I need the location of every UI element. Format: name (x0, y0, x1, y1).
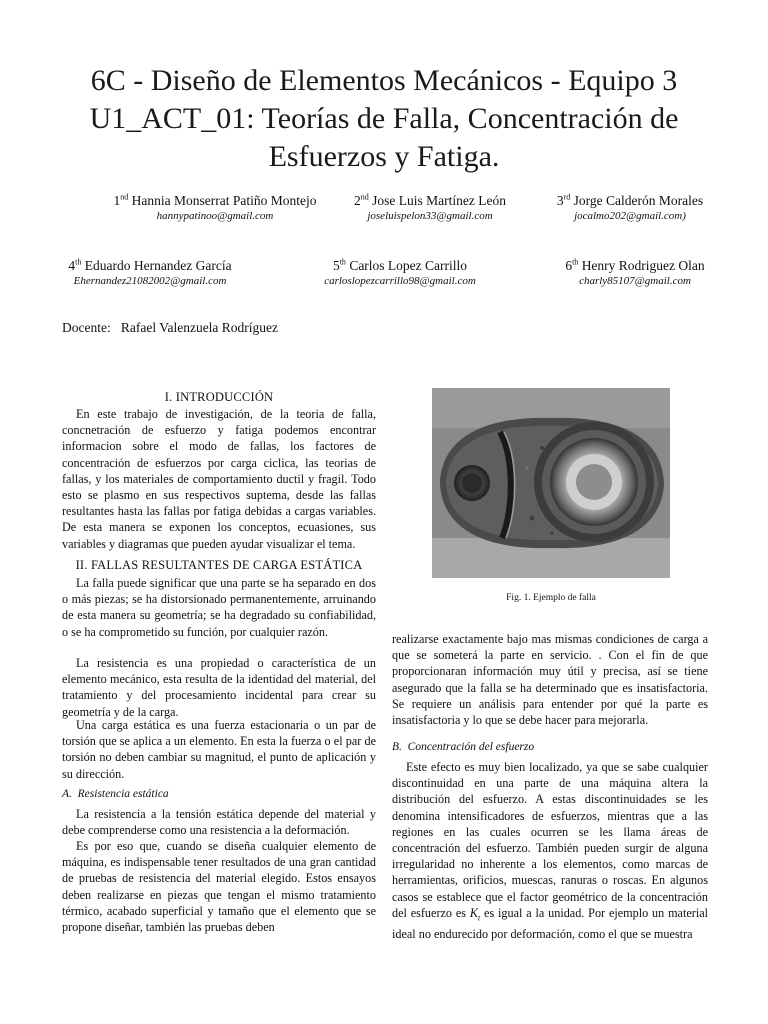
author-5 (300, 257, 500, 289)
author-ordinal: 4 (68, 258, 76, 273)
failure-photo-illustration (432, 388, 670, 578)
subsectionB-text-b: es igual a la unidad. Por ejemplo un material ideal no endurecido por deformación, como el que se muestra (392, 905, 708, 942)
section2-paragraph-3 (62, 717, 376, 782)
author-name: Jose Luis Martínez León (372, 193, 506, 208)
author-email: jocalmo202@gmail.com) (574, 210, 686, 222)
author-email: Ehernandez21082002@gmail.com (73, 275, 227, 287)
author-ordinal: 6 (565, 258, 573, 273)
paper-title-line-1: 6C - Diseño de Elementos Mecánicos - Equipo 3 (90, 64, 678, 97)
author-email: joseluispelon33@gmail.com (367, 210, 493, 222)
author-name: Carlos Lopez Carrillo (349, 258, 468, 273)
author-ordinal-suffix: th (339, 257, 346, 267)
author-name: Jorge Calderón Morales (573, 193, 704, 208)
figure-caption: Fig. 1. Ejemplo de falla (506, 593, 596, 603)
subsectionB-paragraph-1 (392, 759, 708, 943)
intro-text: En este trabajo de investigación, de la teoria de falla, concnetración de esfuerzo y fatiga podemos encontrar informacion sobre el modo de fallas, los factores de concentración de esfuerzos por carga ciclica, las teorias de fallas, y los materiales de comportamiento ductil y fragil. Todo esto se plasmo en sus respectivos suptema, desde las fallas resultantes hasta las fallas por fatiga debidas a cargas variables. De esta manera se exponen los conceptos, ecuasiones, sus variables y diagramas que pueden ayudar visualizar el tema. (62, 407, 376, 551)
subsectionB-text-a: Este efecto es muy bien localizado, ya que se sabe cualquier discontinuidad en una parte de una máquina altera la distribución del esfuerzo. A estas discontinuidades se les denomina intensificadores de esfuerzos, mientras que a las regiones en las cuales ocurren se les llama áreas de concentración del esfuerzo. También pueden surgir de alguna irregularidad no inherente a los elementos, como marcas de herramientas, orificios, muescas, ranuras o roscas. En algunos casos se establece que el factor geométrico de la concentración del esfuerzo es (392, 760, 708, 920)
section2-text-1: La falla puede significar que una parte se ha separado en dos o más piezas; se ha distorsionado permanentemente, arruinando de esta manera su geometría; se ha degradado su confiabilidad, o se ha comprometido su función, por cualquier razón. (62, 576, 376, 639)
subsectionA-text-2: Es por eso que, cuando se diseña cualquier elemento de máquina, es indispensable tener resultados de una gran cantidad de pruebas de resistencia del material elegido. Estos ensayos deben realizarse en piezas que tengan el mismo tratamiento térmico, acabado superficial y tamaño que el elemento que se propone diseñar, también las pruebas deben (62, 839, 376, 935)
section2-text-2: La resistencia es una propiedad o característica de un elemento mecánico, esta resulta de la identidad del material, del tratamiento y del procesamiento incidental para crear su geometría y de la carga. (62, 656, 376, 719)
author-ordinal-suffix: rd (563, 192, 571, 202)
subsectionA-paragraph-1 (62, 806, 376, 838)
author-ordinal-suffix: th (75, 257, 82, 267)
section2-paragraph-1 (62, 575, 376, 640)
author-email: hannypatinoo@gmail.com (156, 210, 274, 222)
author-ordinal: 2 (354, 193, 361, 208)
author-email: carloslopezcarrillo98@gmail.com (324, 275, 476, 287)
author-3 (540, 192, 720, 224)
subsection-heading-concentracion-esfuerzo: B. Concentración del esfuerzo (392, 741, 535, 753)
author-ordinal: 3 (556, 193, 564, 208)
author-name: Henry Rodriguez Olan (581, 258, 705, 273)
section2-text-3: Una carga estática es una fuerza estacionaria o un par de torsión que se aplica a un elemento. En esta la fuerza o el par de torsión no deben cambiar su magnitud, el punto de aplicación y su dirección. (62, 718, 376, 781)
author-ordinal: 5 (332, 258, 340, 273)
right-column-paragraph-1: realizarse exactamente bajo mas mismas condiciones de carga a que se someterá la parte en servicio. . Con el fin de que proporcionaran información muy útil y precisa, así se tiene asegurado que la falla se ha determinado que es insatisfactoria. Se requiere un análisis para entender por qué la parte es insatisfactoria y lo que se debe hacer para mejorarla. (392, 632, 708, 728)
intro-paragraph (62, 406, 376, 552)
section2-paragraph-2 (62, 655, 376, 720)
author-name: Eduardo Hernandez García (84, 258, 232, 273)
author-1 (70, 192, 360, 224)
stress-factor-symbol: $K_t$ (469, 905, 481, 923)
author-ordinal: 1 (113, 193, 121, 208)
author-6 (545, 257, 725, 289)
subsectionA-text-1: La resistencia a la tensión estática depende del material y debe comprenderse como una resistencia a la deformación. (62, 807, 376, 838)
paper-title-line-3: Esfuerzos y Fatiga. (268, 140, 500, 173)
section-heading-fallas-estatica: II. FALLAS RESULTANTES DE CARGA ESTÁTICA (75, 558, 363, 572)
author-ordinal-suffix: th (572, 257, 579, 267)
subsectionA-paragraph-2 (62, 838, 376, 935)
author-ordinal-suffix: nd (360, 192, 369, 202)
figure-failure-photo (432, 388, 670, 578)
author-email: charly85107@gmail.com (579, 275, 691, 287)
docente-line: Docente: Rafael Valenzuela Rodríguez (62, 320, 279, 335)
author-2 (330, 192, 530, 224)
section-heading-introduccion: I. INTRODUCCIÓN (164, 390, 274, 404)
author-ordinal-suffix: nd (120, 192, 129, 202)
author-name: Hannia Monserrat Patiño Montejo (131, 193, 317, 208)
paper-title-line-2: U1_ACT_01: Teorías de Falla, Concentración de (89, 102, 679, 135)
subsection-heading-resistencia-estatica: A. Resistencia estática (62, 788, 169, 800)
author-4 (45, 257, 255, 289)
